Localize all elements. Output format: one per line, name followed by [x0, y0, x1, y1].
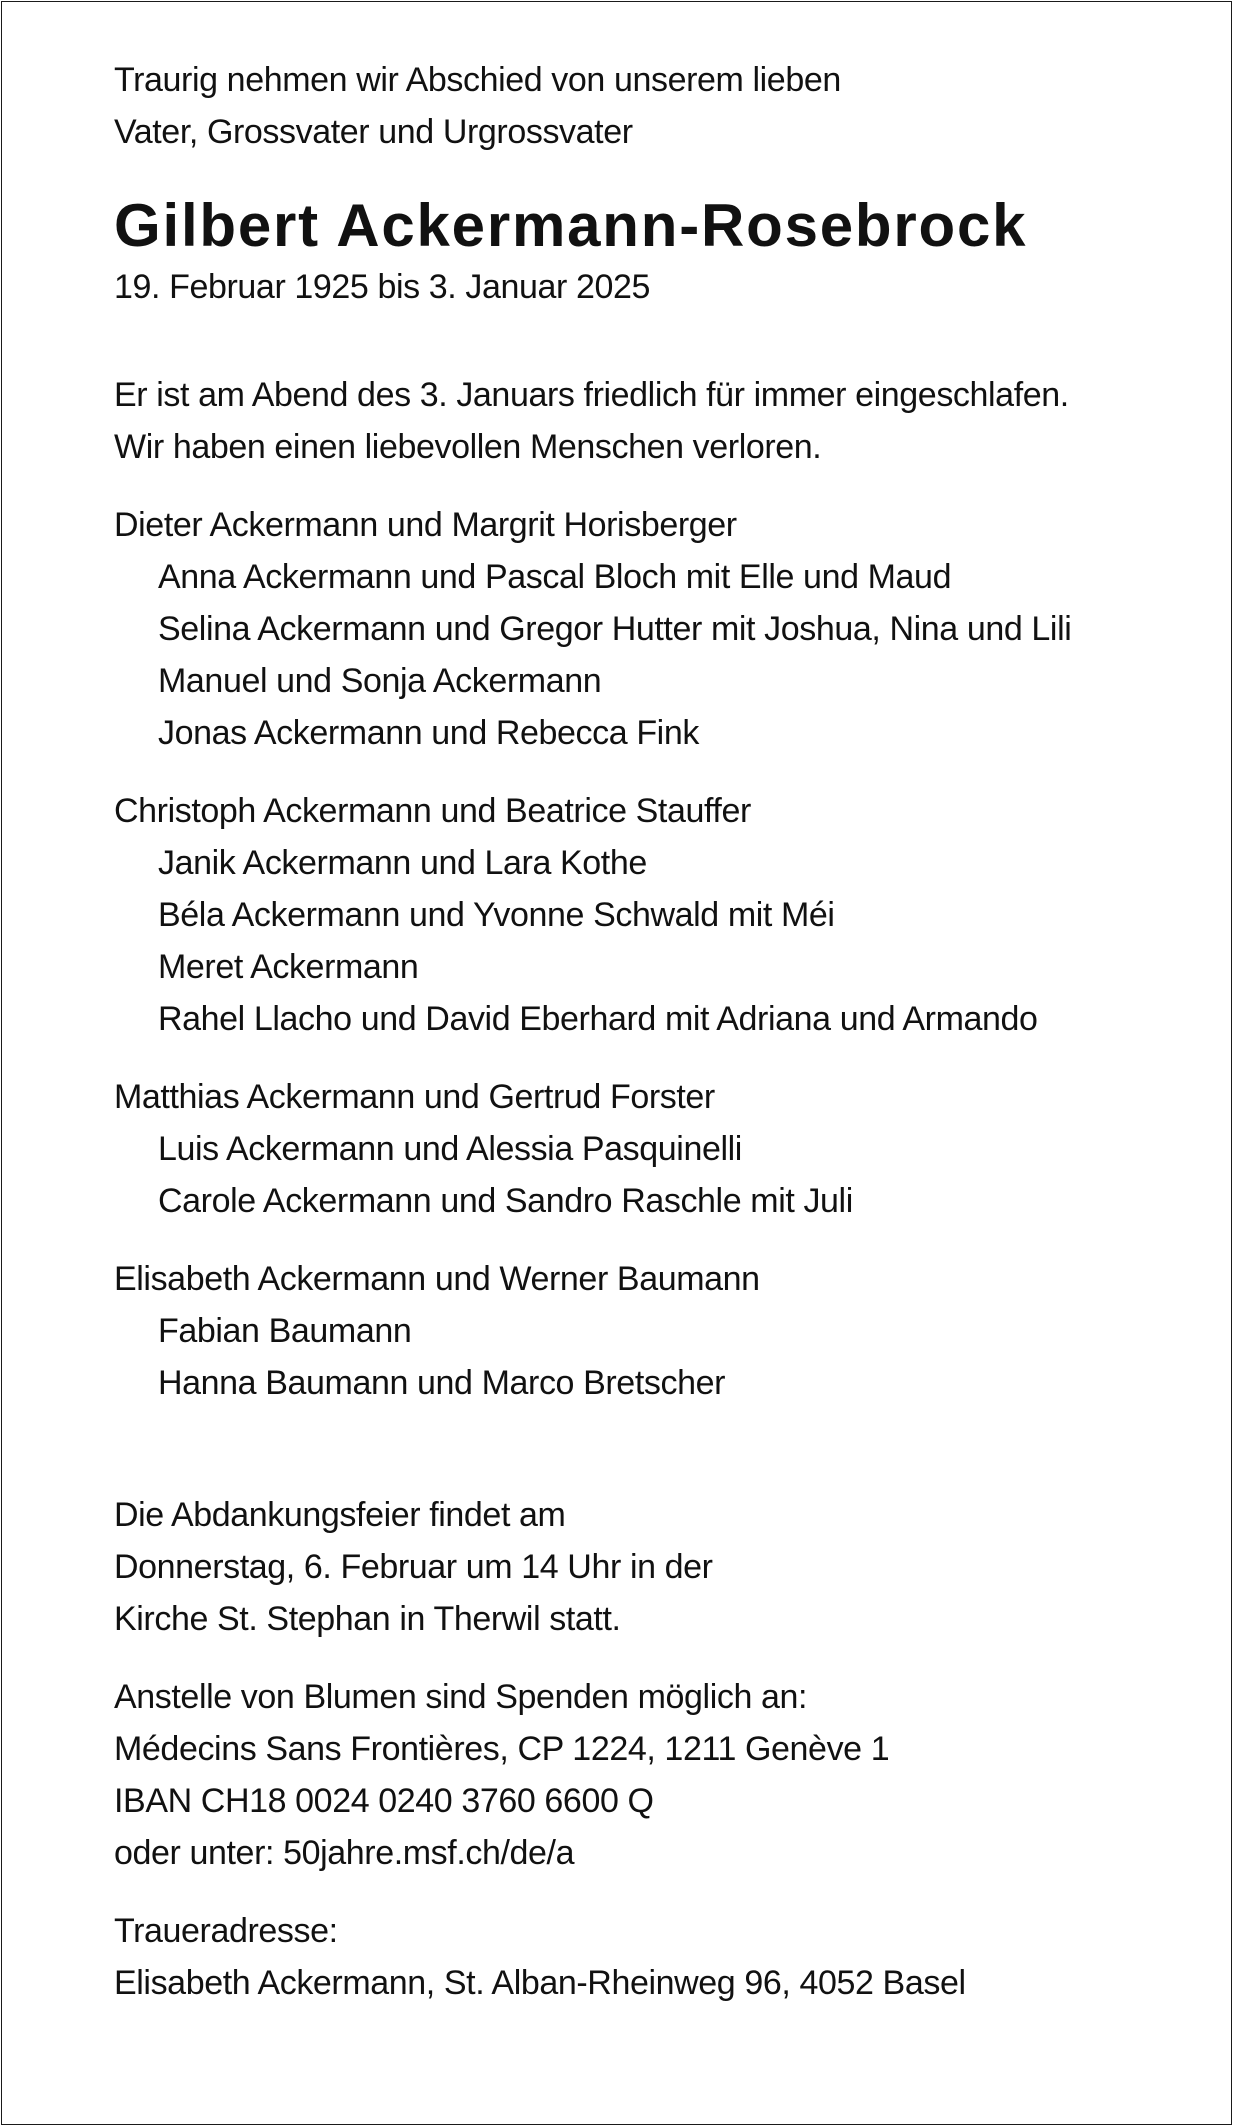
- deceased-name: Gilbert Ackermann-Rosebrock: [114, 192, 1028, 259]
- family-member: Rahel Llacho und David Eberhard mit Adriana und Armando: [158, 1000, 1038, 1038]
- family-member: Janik Ackermann und Lara Kothe: [158, 844, 647, 882]
- family-head: Matthias Ackermann und Gertrud Forster: [114, 1078, 715, 1116]
- ceremony-block: [114, 1489, 1194, 1645]
- message-line: Er ist am Abend des 3. Januars friedlich für immer eingeschlafen.: [114, 376, 1069, 414]
- donations-line: IBAN CH18 0024 0240 3760 6600 Q: [114, 1782, 654, 1820]
- family-member: Meret Ackermann: [158, 948, 419, 986]
- family-group-3: [114, 1071, 1194, 1227]
- family-head: Dieter Ackermann und Margrit Horisberger: [114, 506, 737, 544]
- family-group-2: [114, 785, 1194, 1045]
- obituary-content: [114, 54, 1194, 2009]
- obituary-frame: [1, 1, 1232, 2125]
- ceremony-line: Kirche St. Stephan in Therwil statt.: [114, 1600, 621, 1638]
- donations-block: [114, 1671, 1194, 1879]
- ceremony-line: Die Abdankungsfeier findet am: [114, 1496, 566, 1534]
- family-member: Carole Ackermann und Sandro Raschle mit Juli: [158, 1182, 853, 1220]
- ceremony-line: Donnerstag, 6. Februar um 14 Uhr in der: [114, 1548, 713, 1586]
- message-line: Wir haben einen liebevollen Menschen verloren.: [114, 428, 822, 466]
- intro-line: Traurig nehmen wir Abschied von unserem lieben: [114, 61, 841, 99]
- family-member: Jonas Ackermann und Rebecca Fink: [158, 714, 699, 752]
- family-member: Fabian Baumann: [158, 1312, 412, 1350]
- donations-line: oder unter: 50jahre.msf.ch/de/a: [114, 1834, 575, 1872]
- address-label: Traueradresse:: [114, 1912, 338, 1950]
- family-member: Selina Ackermann und Gregor Hutter mit Joshua, Nina und Lili: [158, 610, 1072, 648]
- family-head: Elisabeth Ackermann und Werner Baumann: [114, 1260, 760, 1298]
- family-head: Christoph Ackermann und Beatrice Stauffer: [114, 792, 751, 830]
- family-group-4: [114, 1253, 1194, 1409]
- address-block: [114, 1905, 1194, 2009]
- family-member: Luis Ackermann und Alessia Pasquinelli: [158, 1130, 742, 1168]
- deceased-dates: 19. Februar 1925 bis 3. Januar 2025: [114, 268, 651, 306]
- donations-line: Médecins Sans Frontières, CP 1224, 1211 Genève 1: [114, 1730, 890, 1768]
- family-member: Béla Ackermann und Yvonne Schwald mit Méi: [158, 896, 835, 934]
- address-line: Elisabeth Ackermann, St. Alban-Rheinweg 96, 4052 Basel: [114, 1964, 966, 2002]
- family-member: Manuel und Sonja Ackermann: [158, 662, 602, 700]
- family-member: Anna Ackermann und Pascal Bloch mit Elle und Maud: [158, 558, 952, 596]
- intro-block: [114, 54, 1194, 158]
- family-member: Hanna Baumann und Marco Bretscher: [158, 1364, 726, 1402]
- family-group-1: [114, 499, 1194, 759]
- intro-line: Vater, Grossvater und Urgrossvater: [114, 113, 633, 151]
- donations-line: Anstelle von Blumen sind Spenden möglich an:: [114, 1678, 808, 1716]
- message-block: [114, 369, 1194, 473]
